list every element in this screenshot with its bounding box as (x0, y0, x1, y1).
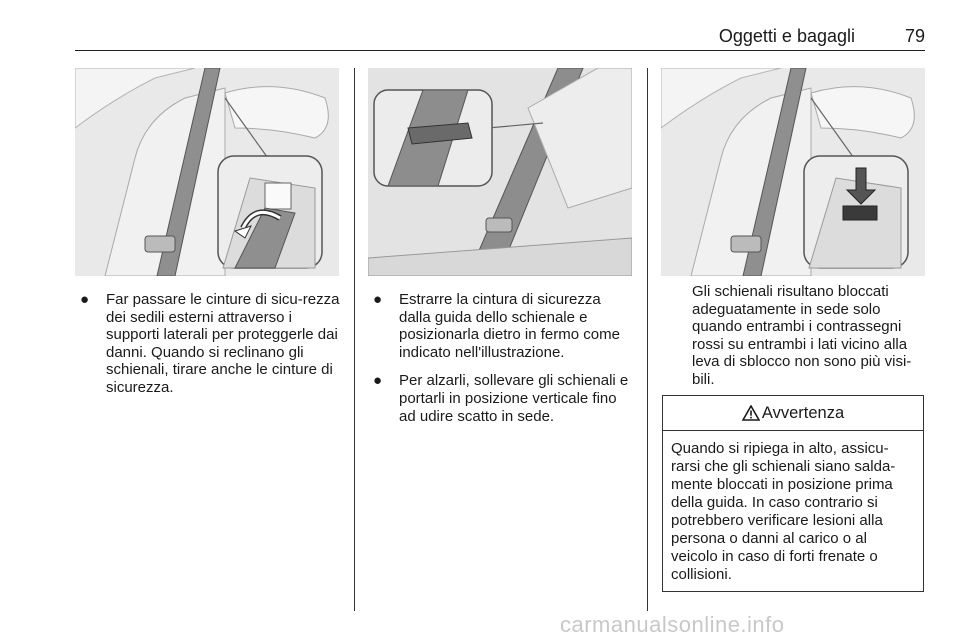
list-item (368, 372, 636, 425)
page-number: 79 (904, 26, 925, 46)
warning-triangle-icon (742, 405, 760, 421)
bullet-icon: ● (373, 372, 383, 390)
page-header (75, 22, 925, 48)
column-2-text (368, 291, 636, 436)
warning-header (663, 396, 923, 431)
bullet-icon: ● (373, 291, 383, 308)
watermark: carmanualsonline.info (560, 612, 785, 637)
warning-text: Quando si ripiega in alto, assicu-rarsi che gli schienali siano salda-mente bloccati in posizione prima della guida. In caso contrario si potrebbero verificare lesioni alla persona o danni al carico o al veicolo in caso di forti frenate o collisioni. (671, 440, 896, 583)
warning-box (662, 395, 924, 592)
bullet-text: Estrarre la cintura di sicurezza dalla guida dello schienale e posizionarla dietro in fermo come indicato nell'illustrazione. (399, 291, 620, 361)
illustration-red-markers (661, 68, 925, 276)
column-1-text (75, 291, 345, 408)
list-item (368, 291, 636, 361)
illustration-belt-guide (368, 68, 632, 276)
warning-title: Avvertenza (761, 403, 845, 422)
column-3-paragraph: Gli schienali risultano bloccati adeguatamente in sede solo quando entrambi i contrassegni rossi su entrambi i lati vicino alla leva di sblocco non sono più visi-bili. (692, 283, 912, 388)
bullet-icon: ● (80, 291, 90, 308)
bullet-text: Per alzarli, sollevare gli schienali e portarli in posizione verticale fino ad udire scatto in sede. (399, 372, 629, 425)
illustration-belt-side-support (75, 68, 339, 276)
bullet-text: Far passare le cinture di sicu-rezza dei sedili esterni attraverso i supporti laterali per proteggerle dai danni. Quando si reclinano gli schienali, tirare anche le cinture di sicurezza. (106, 291, 340, 396)
list-item (75, 291, 345, 397)
column-divider (354, 68, 355, 611)
header-rule (75, 50, 925, 51)
column-divider (647, 68, 648, 611)
section-title: Oggetti e bagagli (718, 26, 855, 46)
